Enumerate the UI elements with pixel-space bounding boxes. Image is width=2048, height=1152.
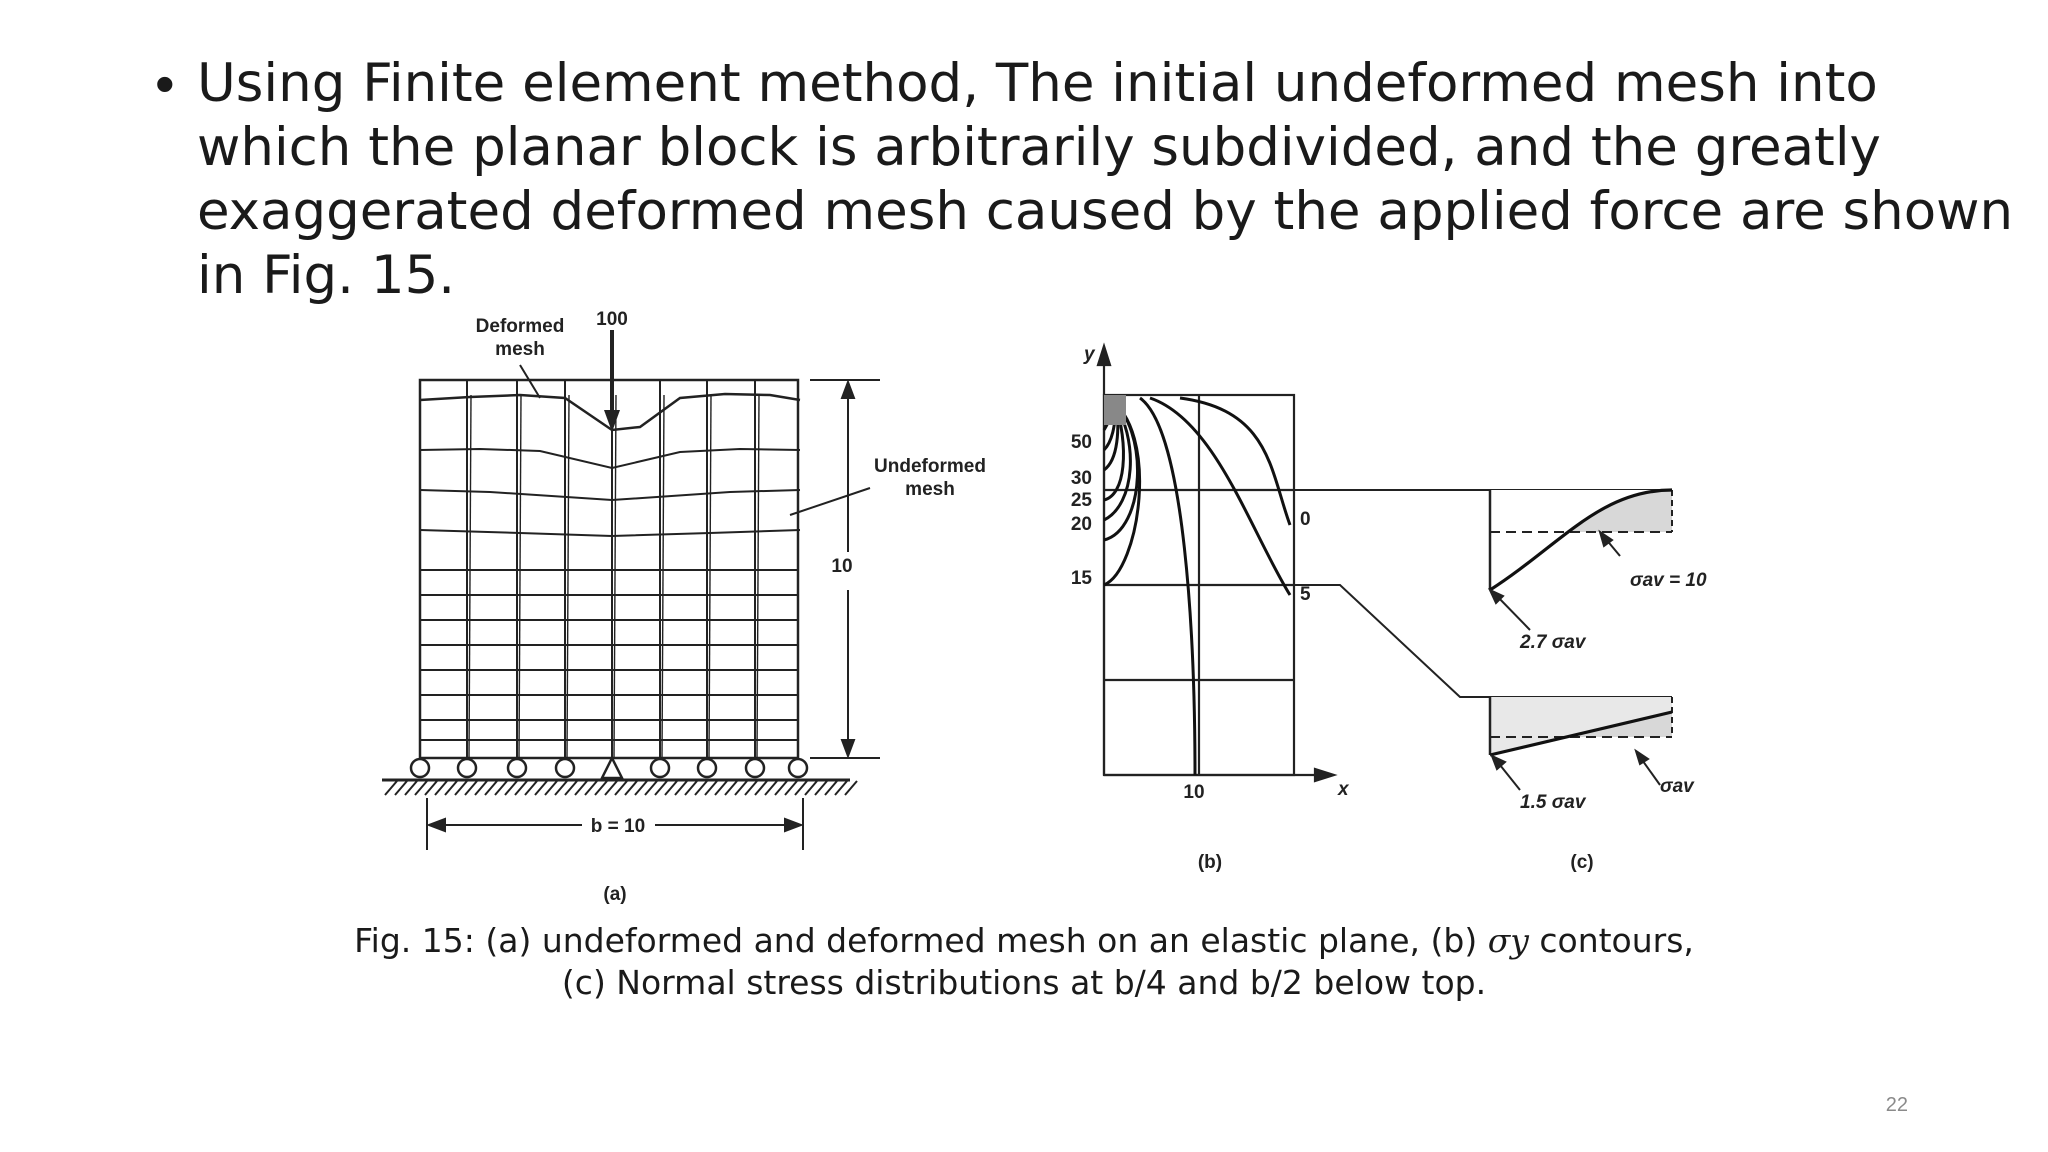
hatch-stroke — [835, 781, 847, 795]
sigma-av-label: σav — [1660, 776, 1694, 797]
hatch-stroke — [585, 781, 597, 795]
hatch-stroke — [645, 781, 657, 795]
contour-0-label: 0 — [1300, 509, 1311, 530]
tick-30: 30 — [1070, 468, 1092, 489]
ground-hatch — [385, 781, 857, 795]
hatch-stroke — [545, 781, 557, 795]
label-deformed-2: mesh — [495, 339, 545, 360]
label-deformed-1: Deformed — [475, 316, 565, 337]
panel-c-label: (c) — [1570, 852, 1594, 873]
label-undeformed-2: mesh — [905, 479, 955, 500]
roller-support — [508, 759, 526, 777]
hatch-stroke — [675, 781, 687, 795]
hatch-stroke — [665, 781, 677, 795]
roller-support — [789, 759, 807, 777]
peak-lower-label: 1.5 σav — [1520, 792, 1586, 813]
hatch-stroke — [725, 781, 737, 795]
hatch-stroke — [485, 781, 497, 795]
sigma-y-contours — [1104, 398, 1290, 775]
hatch-stroke — [535, 781, 547, 795]
hatch-stroke — [505, 781, 517, 795]
hatch-stroke — [745, 781, 757, 795]
sigma-av-eq-label: σav = 10 — [1630, 570, 1707, 591]
contour-5-label: 5 — [1300, 584, 1311, 605]
deformed-vertical — [567, 395, 569, 758]
hatch-stroke — [605, 781, 617, 795]
caption-sigma-symbol: σy — [1487, 921, 1529, 960]
caption-post: contours, — [1528, 921, 1694, 960]
hatch-stroke — [455, 781, 467, 795]
width-value: b = 10 — [590, 816, 646, 837]
hatch-stroke — [495, 781, 507, 795]
roller-support — [698, 759, 716, 777]
hatch-stroke — [575, 781, 587, 795]
hatch-stroke — [415, 781, 427, 795]
stress-distribution-lower — [1490, 697, 1672, 755]
deformed-vertical — [709, 395, 711, 758]
hatch-stroke — [435, 781, 447, 795]
hatch-stroke — [685, 781, 697, 795]
hatch-stroke — [465, 781, 477, 795]
x-tick-10: 10 — [1183, 782, 1205, 803]
tick-15: 15 — [1070, 568, 1092, 589]
hatch-stroke — [695, 781, 707, 795]
hatch-stroke — [845, 781, 857, 795]
page-number: 22 — [1885, 1094, 1908, 1116]
caption-pre: Fig. 15: (a) undeformed and deformed mesh on an elastic plane, (b) — [354, 921, 1488, 960]
hatch-stroke — [735, 781, 747, 795]
deformed-vertical — [662, 395, 664, 758]
hatch-stroke — [825, 781, 837, 795]
hatch-stroke — [635, 781, 647, 795]
hatch-stroke — [555, 781, 567, 795]
hatch-stroke — [595, 781, 607, 795]
roller-support — [458, 759, 476, 777]
x-axis-label: x — [1338, 779, 1349, 800]
hatch-stroke — [445, 781, 457, 795]
bullet-line-3: exaggerated deformed mesh caused by the applied force are shown — [197, 181, 2014, 242]
roller-supports — [411, 758, 807, 778]
hatch-stroke — [615, 781, 627, 795]
hatch-stroke — [525, 781, 537, 795]
load-value: 100 — [596, 309, 628, 330]
roller-support — [651, 759, 669, 777]
crosshatch-zone — [1104, 395, 1126, 425]
hatch-stroke — [425, 781, 437, 795]
panel-b-axes — [1098, 346, 1334, 781]
bullet-marker: • — [155, 52, 175, 115]
tick-20: 20 — [1070, 514, 1092, 535]
hatch-stroke — [765, 781, 777, 795]
hatch-stroke — [655, 781, 667, 795]
label-undeformed-1: Undeformed — [874, 456, 986, 477]
bullet-line-2: which the planar block is arbitrarily subdivided, and the greatly — [197, 117, 1881, 178]
hatch-stroke — [405, 781, 417, 795]
panel-b-label: (b) — [1197, 852, 1223, 873]
panel-a-mesh — [420, 380, 800, 758]
hatch-stroke — [715, 781, 727, 795]
tick-50: 50 — [1070, 432, 1092, 453]
bullet-line-1: Using Finite element method, The initial undeformed mesh into — [197, 53, 1878, 114]
deformed-vertical — [614, 395, 616, 758]
hatch-stroke — [705, 781, 717, 795]
hatch-stroke — [565, 781, 577, 795]
hatch-stroke — [475, 781, 487, 795]
hatch-stroke — [755, 781, 767, 795]
y-axis-label: y — [1084, 344, 1095, 365]
roller-support — [746, 759, 764, 777]
roller-support — [411, 759, 429, 777]
hatch-stroke — [395, 781, 407, 795]
figure-caption-line-2: (c) Normal stress distributions at b/4 and b/2 below top. — [561, 963, 1487, 1002]
hatch-stroke — [625, 781, 637, 795]
roller-support — [556, 759, 574, 777]
hatch-stroke — [785, 781, 797, 795]
hatch-stroke — [775, 781, 787, 795]
pin-support — [602, 758, 622, 778]
panel-a-label: (a) — [603, 884, 627, 905]
height-value: 10 — [831, 556, 853, 577]
hatch-stroke — [805, 781, 817, 795]
bullet-line-4: in Fig. 15. — [197, 245, 456, 306]
hatch-stroke — [515, 781, 527, 795]
tick-25: 25 — [1070, 490, 1092, 511]
peak-upper-label: 2.7 σav — [1520, 632, 1586, 653]
hatch-stroke — [815, 781, 827, 795]
hatch-stroke — [795, 781, 807, 795]
hatch-stroke — [385, 781, 397, 795]
figure-caption-line-1 — [0, 920, 2048, 962]
